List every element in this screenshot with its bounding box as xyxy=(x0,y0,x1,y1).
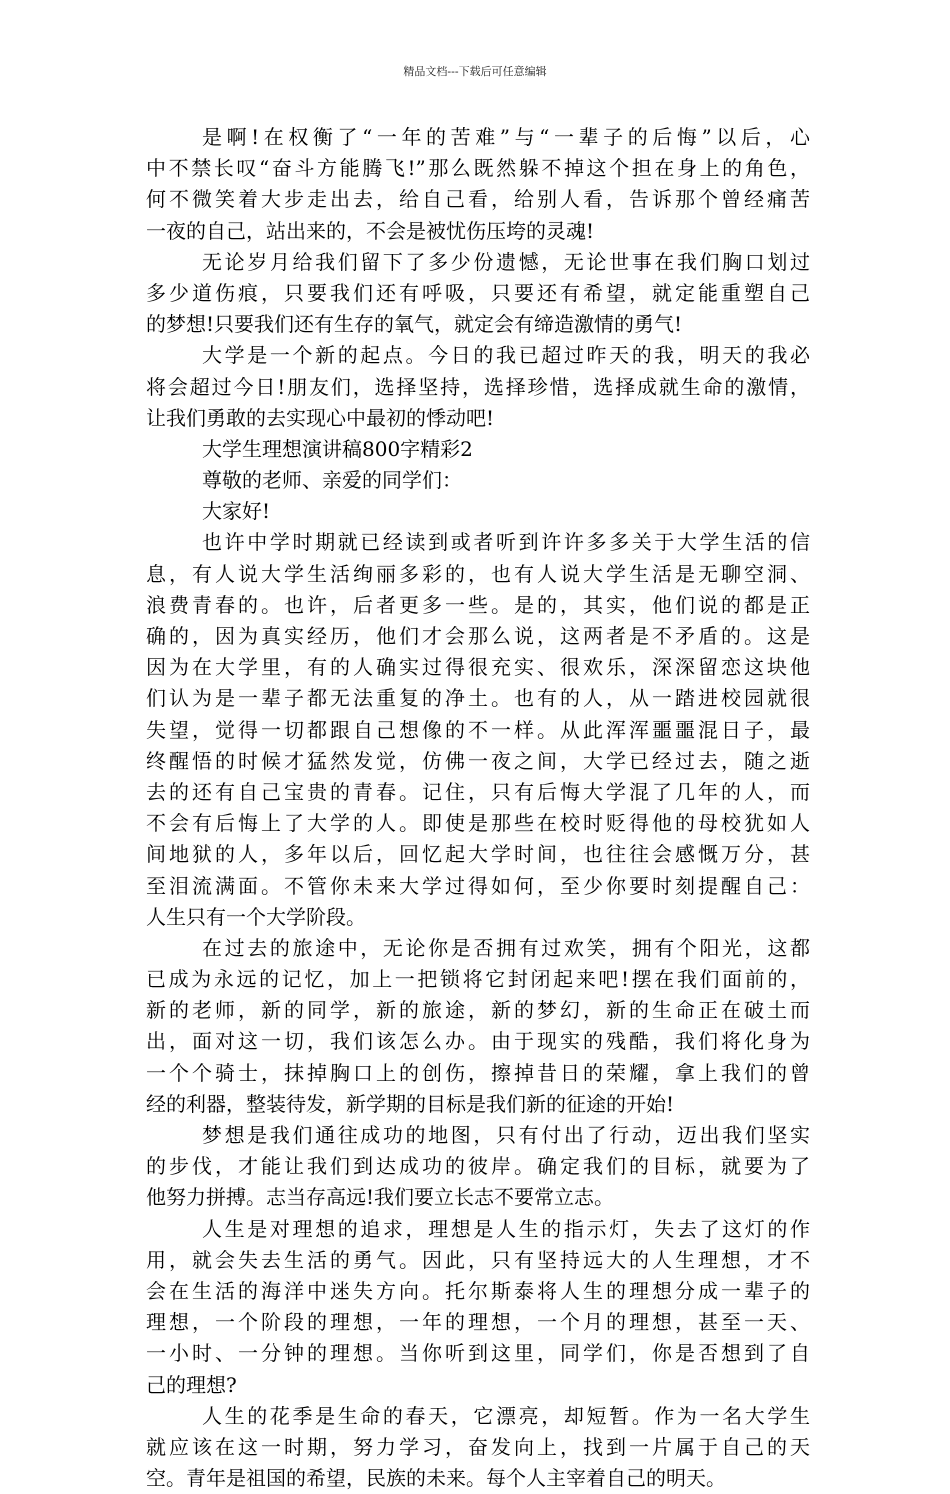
text-line: 也许中学时期就已经读到或者听到许许多多关于大学生活的信 xyxy=(202,530,810,555)
text-line: 一小时、一分钟的理想。当你听到这里，同学们，你是否想到了自 xyxy=(146,1341,810,1366)
text-line: 的步伐，才能让我们到达成功的彼岸。确定我们的目标，就要为了 xyxy=(146,1154,810,1179)
text-line: 人生只有一个大学阶段。 xyxy=(146,904,366,929)
text-line: 一夜的自己，站出来的，不会是被忧伤压垮的灵魂! xyxy=(146,218,595,243)
text-line: 经的利器，整装待发，新学期的目标是我们新的征途的开始! xyxy=(146,1091,675,1116)
text-line: 己的理想? xyxy=(146,1372,237,1397)
greeting: 大家好! xyxy=(202,499,271,524)
text-line: 会在生活的海洋中迷失方向。托尔斯泰将人生的理想分成一辈子的 xyxy=(146,1278,810,1303)
text-line: 息，有人说大学生活绚丽多彩的，也有人说大学生活是无聊空洞、 xyxy=(146,561,810,586)
text-line: 新的老师，新的同学，新的旅途，新的梦幻，新的生命正在破土而 xyxy=(146,998,810,1023)
text-line: 大学是一个新的起点。今日的我已超过昨天的我，明天的我必 xyxy=(202,343,810,368)
text-line: 何不微笑着大步走出去，给自己看，给别人看，告诉那个曾经痛苦 xyxy=(146,187,810,212)
text-line: 因为在大学里，有的人确实过得很充实、很欢乐，深深留恋这块他 xyxy=(146,655,810,680)
text-line: 是啊!在权衡了“一年的苦难”与“一辈子的后悔”以后，心 xyxy=(202,125,810,149)
text-line: 终醒悟的时候才猛然发觉，仿佛一夜之间，大学已经过去，随之逝 xyxy=(146,748,810,773)
text-line: 人生是对理想的追求，理想是人生的指示灯，失去了这灯的作 xyxy=(202,1216,810,1241)
text-line: 空。青年是祖国的希望，民族的未来。每个人主宰着自己的明天。 xyxy=(146,1466,726,1491)
text-line: 他努力拼搏。志当存高远!我们要立长志不要常立志。 xyxy=(146,1185,615,1210)
text-line: 间地狱的人，多年以后，回忆起大学时间，也往往会感慨万分，甚 xyxy=(146,842,810,867)
document-body xyxy=(146,122,810,1494)
text-line: 失望，觉得一切都跟自己想像的不一样。从此浑浑噩噩混日子，最 xyxy=(146,717,810,742)
page-header: 精品文档---下载后可任意编辑 xyxy=(403,65,547,78)
text-line: 就应该在这一时期，努力学习，奋发向上，找到一片属于自己的天 xyxy=(146,1434,810,1459)
text-line: 出，面对这一切，我们该怎么办。由于现实的残酷，我们将化身为 xyxy=(146,1029,810,1054)
text-line: 浪费青春的。也许，后者更多一些。是的，其实，他们说的都是正 xyxy=(146,592,810,617)
text-line: 中不禁长叹“奋斗方能腾飞!”那么既然躲不掉这个担在身上的角色， xyxy=(146,156,810,181)
salutation: 尊敬的老师、亲爱的同学们： xyxy=(202,468,462,493)
text-line: 梦想是我们通往成功的地图，只有付出了行动，迈出我们坚实 xyxy=(202,1123,810,1147)
text-line: 不会有后悔上了大学的人。即使是那些在校时贬得他的母校犹如人 xyxy=(146,811,810,836)
text-line: 已成为永远的记忆，加上一把锁将它封闭起来吧!摆在我们面前的， xyxy=(146,967,810,992)
text-line: 多少道伤痕，只要我们还有呼吸，只要还有希望，就定能重塑自己 xyxy=(146,280,810,305)
text-line: 们认为是一辈子都无法重复的净土。也有的人，从一踏进校园就很 xyxy=(146,686,810,711)
text-line: 一个个骑士，抹掉胸口上的创伤，擦掉昔日的荣耀，拿上我们的曾 xyxy=(146,1060,810,1085)
text-line: 去的还有自己宝贵的青春。记住，只有后悔大学混了几年的人，而 xyxy=(146,779,810,804)
text-line: 理想，一个阶段的理想，一年的理想，一个月的理想，甚至一天、 xyxy=(146,1310,810,1335)
text-line: 至泪流满面。不管你未来大学过得如何，至少你要时刻提醒自己： xyxy=(146,873,810,898)
text-line: 无论岁月给我们留下了多少份遗憾，无论世事在我们胸口划过 xyxy=(202,249,810,274)
text-line: 将会超过今日!朋友们，选择坚持，选择珍惜，选择成就生命的激情， xyxy=(146,374,810,399)
text-line: 在过去的旅途中，无论你是否拥有过欢笑，拥有个阳光，这都 xyxy=(202,935,810,960)
text-line: 人生的花季是生命的春天，它漂亮，却短暂。作为一名大学生 xyxy=(202,1403,810,1428)
text-line: 的梦想!只要我们还有生存的氧气，就定会有缔造激情的勇气! xyxy=(146,312,683,337)
text-line: 确的，因为真实经历，他们才会那么说，这两者是不矛盾的。这是 xyxy=(146,624,810,648)
text-line: 让我们勇敢的去实现心中最初的悸动吧! xyxy=(146,405,495,430)
section-title: 大学生理想演讲稿800字精彩2 xyxy=(202,436,473,461)
text-line: 用，就会失去生活的勇气。因此，只有坚持远大的人生理想，才不 xyxy=(146,1247,810,1272)
